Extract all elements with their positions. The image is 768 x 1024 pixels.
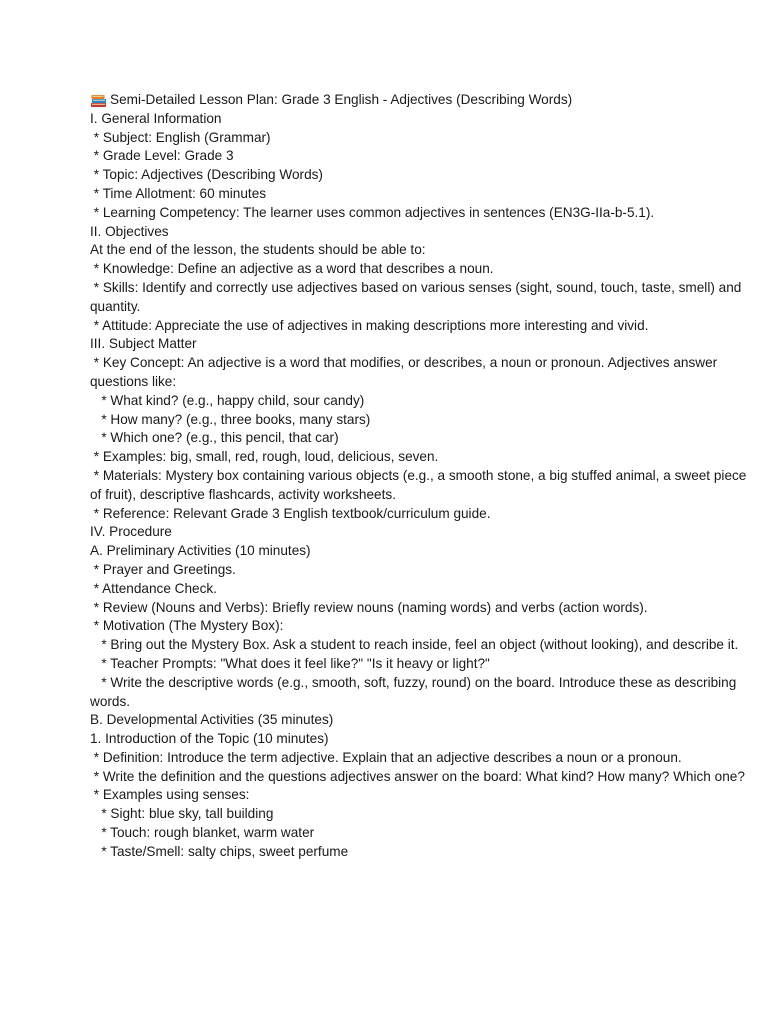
document-line: * Materials: Mystery box containing various objects (e.g., a smooth stone, a big stuffed animal, a sweet piece of fruit), descriptive flashcards, activity worksheets. — [90, 467, 751, 502]
document-title: Semi-Detailed Lesson Plan: Grade 3 English - Adjectives (Describing Words) — [110, 92, 573, 107]
document-line: * Attitude: Appreciate the use of adjectives in making descriptions more interesting and vivid. — [90, 317, 649, 333]
document-line: * Knowledge: Define an adjective as a word that describes a noun. — [90, 261, 494, 277]
document-line: * Skills: Identify and correctly use adjectives based on various senses (sight, sound, touch, taste, smell) and quantity. — [90, 279, 746, 314]
document-line: * Prayer and Greetings. — [90, 561, 236, 577]
document-line: IV. Procedure — [90, 524, 172, 540]
document-line: * Examples: big, small, red, rough, loud, delicious, seven. — [90, 449, 439, 465]
document-line: * Grade Level: Grade 3 — [90, 148, 234, 164]
document-line: * Which one? (e.g., this pencil, that car) — [90, 430, 339, 446]
document-line: * Examples using senses: — [90, 787, 250, 803]
document-line: I. General Information — [90, 110, 222, 126]
books-icon — [90, 93, 107, 108]
document-title-row — [90, 91, 750, 110]
document-line: A. Preliminary Activities (10 minutes) — [90, 543, 311, 559]
document-line: * Time Allotment: 60 minutes — [90, 185, 267, 201]
document-line: * Bring out the Mystery Box. Ask a student to reach inside, feel an object (without looking), and describe it. — [90, 637, 739, 653]
document-line: B. Developmental Activities (35 minutes) — [90, 712, 334, 728]
document-line: * Touch: rough blanket, warm water — [90, 825, 315, 841]
document-line: II. Objectives — [90, 223, 169, 239]
document-line: * Write the definition and the questions adjectives answer on the board: What kind? How many? Which one? — [90, 768, 745, 784]
document-line: * Teacher Prompts: "What does it feel like?" "Is it heavy or light?" — [90, 655, 490, 671]
document-line: * Review (Nouns and Verbs): Briefly review nouns (naming words) and verbs (action words). — [90, 599, 648, 615]
document-line: * Definition: Introduce the term adjective. Explain that an adjective describes a noun or a pronoun. — [90, 749, 682, 765]
document-line: * Key Concept: An adjective is a word that modifies, or describes, a noun or pronoun. Adjectives answer questions like: — [90, 355, 721, 389]
document-line: III. Subject Matter — [90, 336, 197, 352]
document-line: * What kind? (e.g., happy child, sour candy) — [90, 392, 365, 408]
document-body — [90, 110, 750, 862]
document-line: * Attendance Check. — [90, 580, 217, 596]
document-line: * Sight: blue sky, tall building — [90, 806, 274, 822]
document-line: At the end of the lesson, the students should be able to: — [90, 242, 426, 258]
document-line: * How many? (e.g., three books, many stars) — [90, 411, 371, 427]
document-line: * Motivation (The Mystery Box): — [90, 618, 284, 634]
document-line: * Taste/Smell: salty chips, sweet perfume — [90, 843, 349, 859]
document-line: * Write the descriptive words (e.g., smooth, soft, fuzzy, round) on the board. Introduce these as describing words. — [90, 674, 741, 709]
document-line: * Learning Competency: The learner uses common adjectives in sentences (EN3G-IIa-b-5.1). — [90, 204, 655, 220]
document-line: * Reference: Relevant Grade 3 English textbook/curriculum guide. — [90, 505, 491, 521]
document-line: 1. Introduction of the Topic (10 minutes) — [90, 731, 329, 747]
document-line: * Topic: Adjectives (Describing Words) — [90, 167, 323, 183]
document-line: * Subject: English (Grammar) — [90, 129, 271, 145]
lesson-plan-document — [90, 91, 750, 862]
